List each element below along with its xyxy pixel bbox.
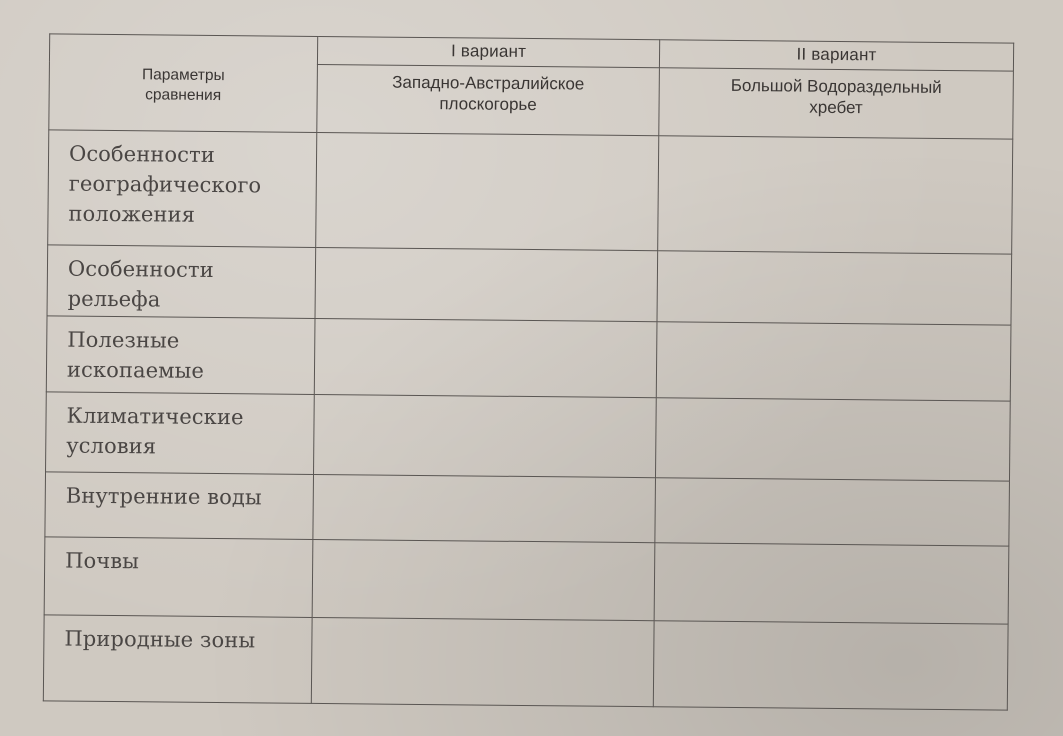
answer-cell-variant-2[interactable] <box>653 621 1008 710</box>
answer-cell-variant-1[interactable] <box>312 540 655 621</box>
answer-cell-variant-1[interactable] <box>311 617 654 706</box>
table-row <box>48 130 1013 254</box>
variant-2-header: II вариант <box>659 40 1013 71</box>
answer-cell-variant-1[interactable] <box>314 319 657 398</box>
answer-cell-variant-2[interactable] <box>655 478 1010 547</box>
answer-cell-variant-1[interactable] <box>316 133 659 251</box>
table-row <box>45 472 1010 547</box>
row-label-line: Особенности <box>68 141 215 168</box>
region-line: Западно-Австралийское <box>392 72 585 94</box>
params-header-cell <box>49 34 318 133</box>
variant-1-header: I вариант <box>317 36 659 67</box>
row-label-line: географического <box>68 171 262 198</box>
params-header-line: сравнения <box>145 85 222 104</box>
table-row <box>44 537 1009 624</box>
variant-1-region-header <box>317 64 660 136</box>
row-label-soils <box>44 537 313 617</box>
table-row <box>46 316 1011 401</box>
answer-cell-variant-2[interactable] <box>656 322 1011 401</box>
row-label-line: Особенности <box>67 256 214 282</box>
answer-cell-variant-2[interactable] <box>655 398 1010 481</box>
params-header-line: Параметры <box>141 65 225 84</box>
row-label-line: Природные зоны <box>64 626 256 653</box>
answer-cell-variant-2[interactable] <box>658 136 1013 254</box>
region-line: хребет <box>809 97 863 117</box>
row-label-line: Внутренние воды <box>65 483 262 510</box>
region-line: Большой Водораздельный <box>730 75 942 97</box>
table-row <box>46 392 1011 481</box>
table-row <box>43 615 1008 710</box>
row-label-climate <box>46 392 315 474</box>
comparison-table <box>43 33 1014 710</box>
answer-cell-variant-2[interactable] <box>654 543 1009 624</box>
answer-cell-variant-2[interactable] <box>657 250 1012 325</box>
answer-cell-variant-1[interactable] <box>314 394 657 477</box>
region-line: плоскогорье <box>439 93 537 114</box>
answer-cell-variant-1[interactable] <box>315 247 658 322</box>
row-label-line: ископаемые <box>66 357 205 384</box>
table-row <box>47 245 1012 326</box>
row-label-inland-waters <box>45 472 314 540</box>
row-label-relief <box>47 245 316 319</box>
answer-cell-variant-1[interactable] <box>313 474 656 543</box>
row-label-line: условия <box>66 433 157 459</box>
row-label-line: положения <box>68 201 196 227</box>
row-label-line: рельефа <box>67 286 161 312</box>
row-label-geographic-position <box>48 130 317 247</box>
variant-2-region-header <box>659 67 1014 139</box>
row-label-minerals <box>46 316 315 394</box>
row-label-line: Полезные <box>67 327 180 353</box>
row-label-line: Климатические <box>66 403 244 430</box>
row-label-line: Почвы <box>65 548 140 574</box>
row-label-natural-zones <box>43 615 312 704</box>
